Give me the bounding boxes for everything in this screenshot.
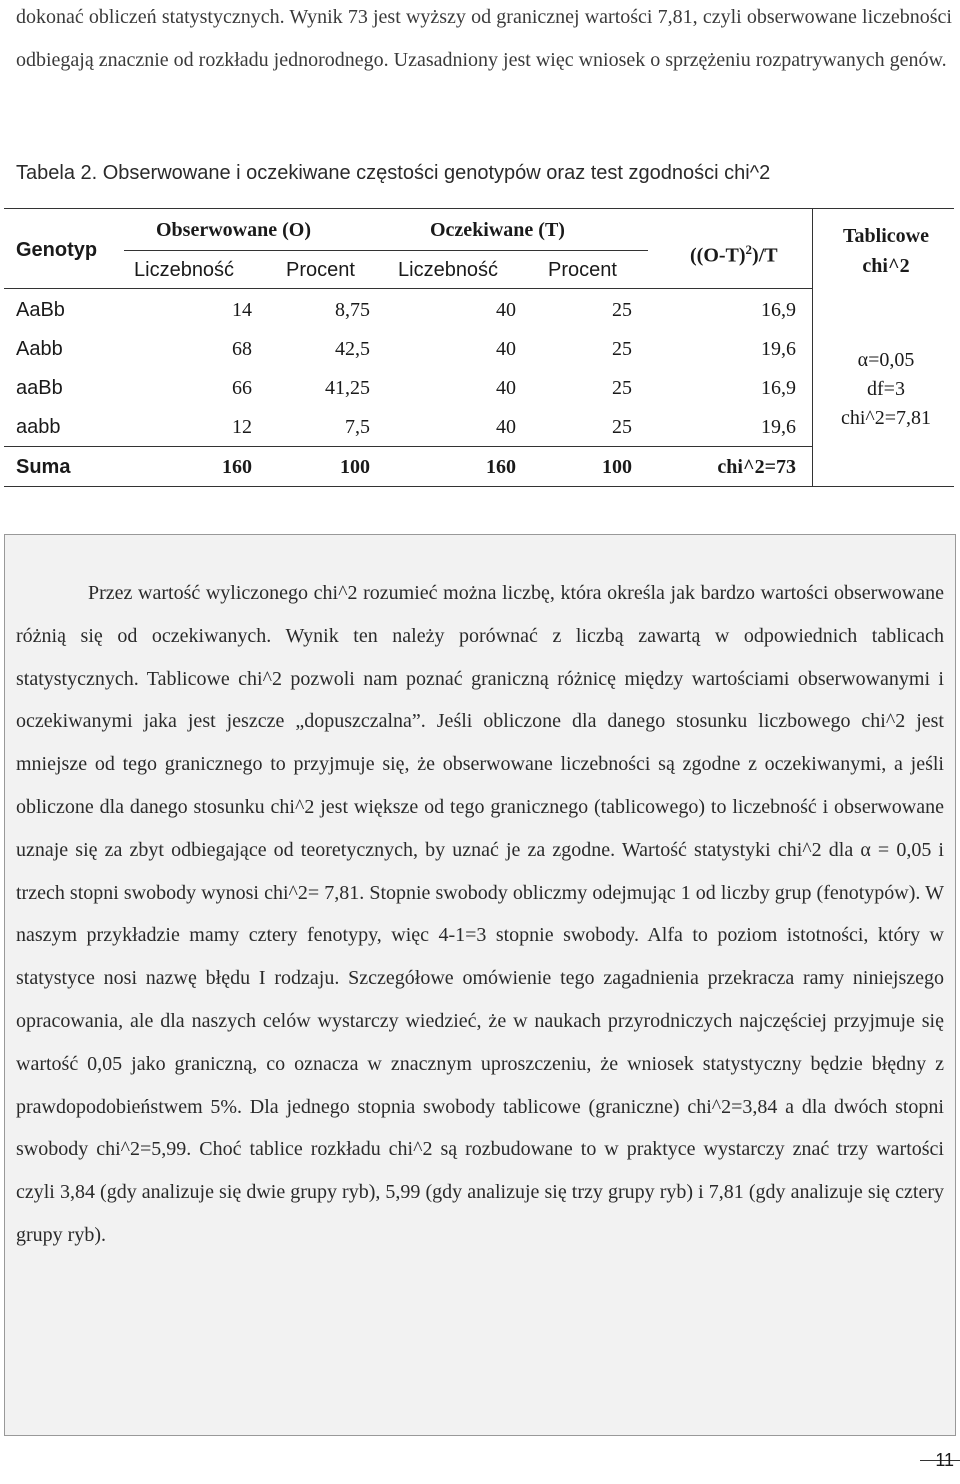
row-exp-pct: 25 — [612, 377, 632, 399]
row-genotype: aaBb — [16, 377, 63, 399]
header-formula: $((O-T)^2)/T$ — [690, 242, 778, 267]
row-obs-count: 66 — [232, 377, 252, 399]
row-exp-count: 40 — [496, 416, 516, 438]
row-chi: 16,9 — [761, 377, 796, 399]
sum-exp-pct: 100 — [602, 456, 632, 478]
row-obs-count: 68 — [232, 338, 252, 360]
sum-label: Suma — [16, 456, 71, 478]
header-pct-observed: Procent — [286, 259, 355, 281]
critical-alpha: α=0,05 — [857, 349, 915, 371]
sum-chi: chi^2=73 — [717, 456, 796, 478]
table-caption: Tabela 2. Obserwowane i oczekiwane częstości genotypów oraz test zgodności chi^2 — [16, 162, 771, 184]
page-number: 11 — [935, 1450, 954, 1470]
critical-df: df=3 — [867, 378, 905, 400]
sum-top-rule — [4, 446, 812, 447]
row-exp-count: 40 — [496, 377, 516, 399]
row-exp-pct: 25 — [612, 338, 632, 360]
header-count-observed: Liczebność — [134, 259, 235, 281]
header-bottom-rule — [4, 288, 812, 289]
header-tab-chi-line1: Tablicowe — [843, 225, 929, 247]
row-exp-count: 40 — [496, 299, 516, 321]
header-expected: Oczekiwane (T) — [430, 219, 565, 241]
row-chi: 19,6 — [761, 338, 796, 360]
header-observed: Obserwowane (O) — [156, 219, 311, 241]
genotype-table — [0, 0, 960, 500]
header-tab-chi-line2: chi^2 — [862, 255, 910, 277]
row-exp-pct: 25 — [612, 416, 632, 438]
sum-obs-count: 160 — [222, 456, 252, 478]
header-count-expected: Liczebność — [398, 259, 499, 281]
sum-obs-pct: 100 — [340, 456, 370, 478]
critical-chi: chi^2=7,81 — [840, 407, 932, 429]
row-obs-count: 14 — [232, 299, 252, 321]
row-obs-count: 12 — [232, 416, 252, 438]
row-obs-pct: 7,5 — [345, 416, 370, 438]
row-genotype: Aabb — [16, 338, 63, 360]
table-bottom-rule — [4, 486, 954, 487]
critical-column-divider — [812, 208, 813, 486]
intro-text: dokonać obliczeń statystycznych. Wynik 73 jest wyższy od granicznej wartości 7,81, czyli obserwowane liczebności odbiegają znacznie od rozkładu jednorodnego. Uzasadniony jest więc wniosek o sprzężeniu rozpatrywanych genów. — [16, 6, 952, 71]
row-obs-pct: 8,75 — [335, 299, 370, 321]
explanation-text: Przez wartość wyliczonego chi^2 rozumieć można liczbę, która określa jak bardzo wartości obserwowane różnią się od oczekiwanych. Wynik ten należy porównać z liczbą zawartą w odpowiednich tablicach statystycznych. Tablicowe chi^2 pozwoli nam poznać graniczną różnicę między wartościami obserwowanymi i oczekiwanymi jaka jest jeszcze „dopuszczalna”. Jeśli obliczone dla danego stosunku liczbowego chi^2 jest mniejsze od tego granicznego to przyjmuje się, że obserwowane liczebności są zgodne z oczekiwanymi, a jeśli obliczone dla danego stosunku chi^2 jest większe od tego granicznego (tablicowego) to liczebność i obserwowane uznaje się za zbyt odbiegające od teoretycznych, by uznać je za zgodne. Wartość statystyki chi^2 dla α = 0,05 i trzech stopni swobody wynosi chi^2= 7,81. Stopnie swobody obliczmy odejmując 1 od liczby grup (fenotypów). W naszym przykładzie mamy cztery fenotypy, więc 4-1=3 stopnie swobody. Alfa to poziom istotności, który w statystyce nosi nazwę błędu I rodzaju. Szczegółowe omówienie tego zagadnienia przekracza ramy niniejszego opracowania, ale dla naszych celów wystarczy wiedzieć, że w naukach przyrodniczych najczęściej przyjmuje się wartość 0,05 jako graniczną, co oznacza w znacznym uproszczeniu, że wniosek statystyczny będzie błędny z prawdopodobieństwem 5%. Dla jednego stopnia swobody tablicowe (graniczne) chi^2=3,84 a dla dwóch stopni swobody chi^2=5,99. Choć tablice rozkładu chi^2 są rozbudowane to w praktyce wystarczy znać trzy wartości czyli 3,84 (gdy analizuje się dwie grupy ryb), 5,99 (gdy analizuje się trzy grupy ryb) i 7,81 (gdy analizuje się cztery grupy ryb). — [16, 582, 944, 1246]
row-exp-count: 40 — [496, 338, 516, 360]
explanation-text-block — [16, 572, 944, 1257]
sum-exp-count: 160 — [486, 456, 516, 478]
row-chi: 19,6 — [761, 416, 796, 438]
group-header-rule — [124, 250, 648, 251]
row-exp-pct: 25 — [612, 299, 632, 321]
header-pct-expected: Procent — [548, 259, 617, 281]
row-obs-pct: 41,25 — [325, 377, 370, 399]
row-genotype: aabb — [16, 416, 61, 438]
row-genotype: AaBb — [16, 299, 65, 321]
header-genotyp: Genotyp — [16, 239, 98, 261]
row-obs-pct: 42,5 — [335, 338, 370, 360]
row-chi: 16,9 — [761, 299, 796, 321]
